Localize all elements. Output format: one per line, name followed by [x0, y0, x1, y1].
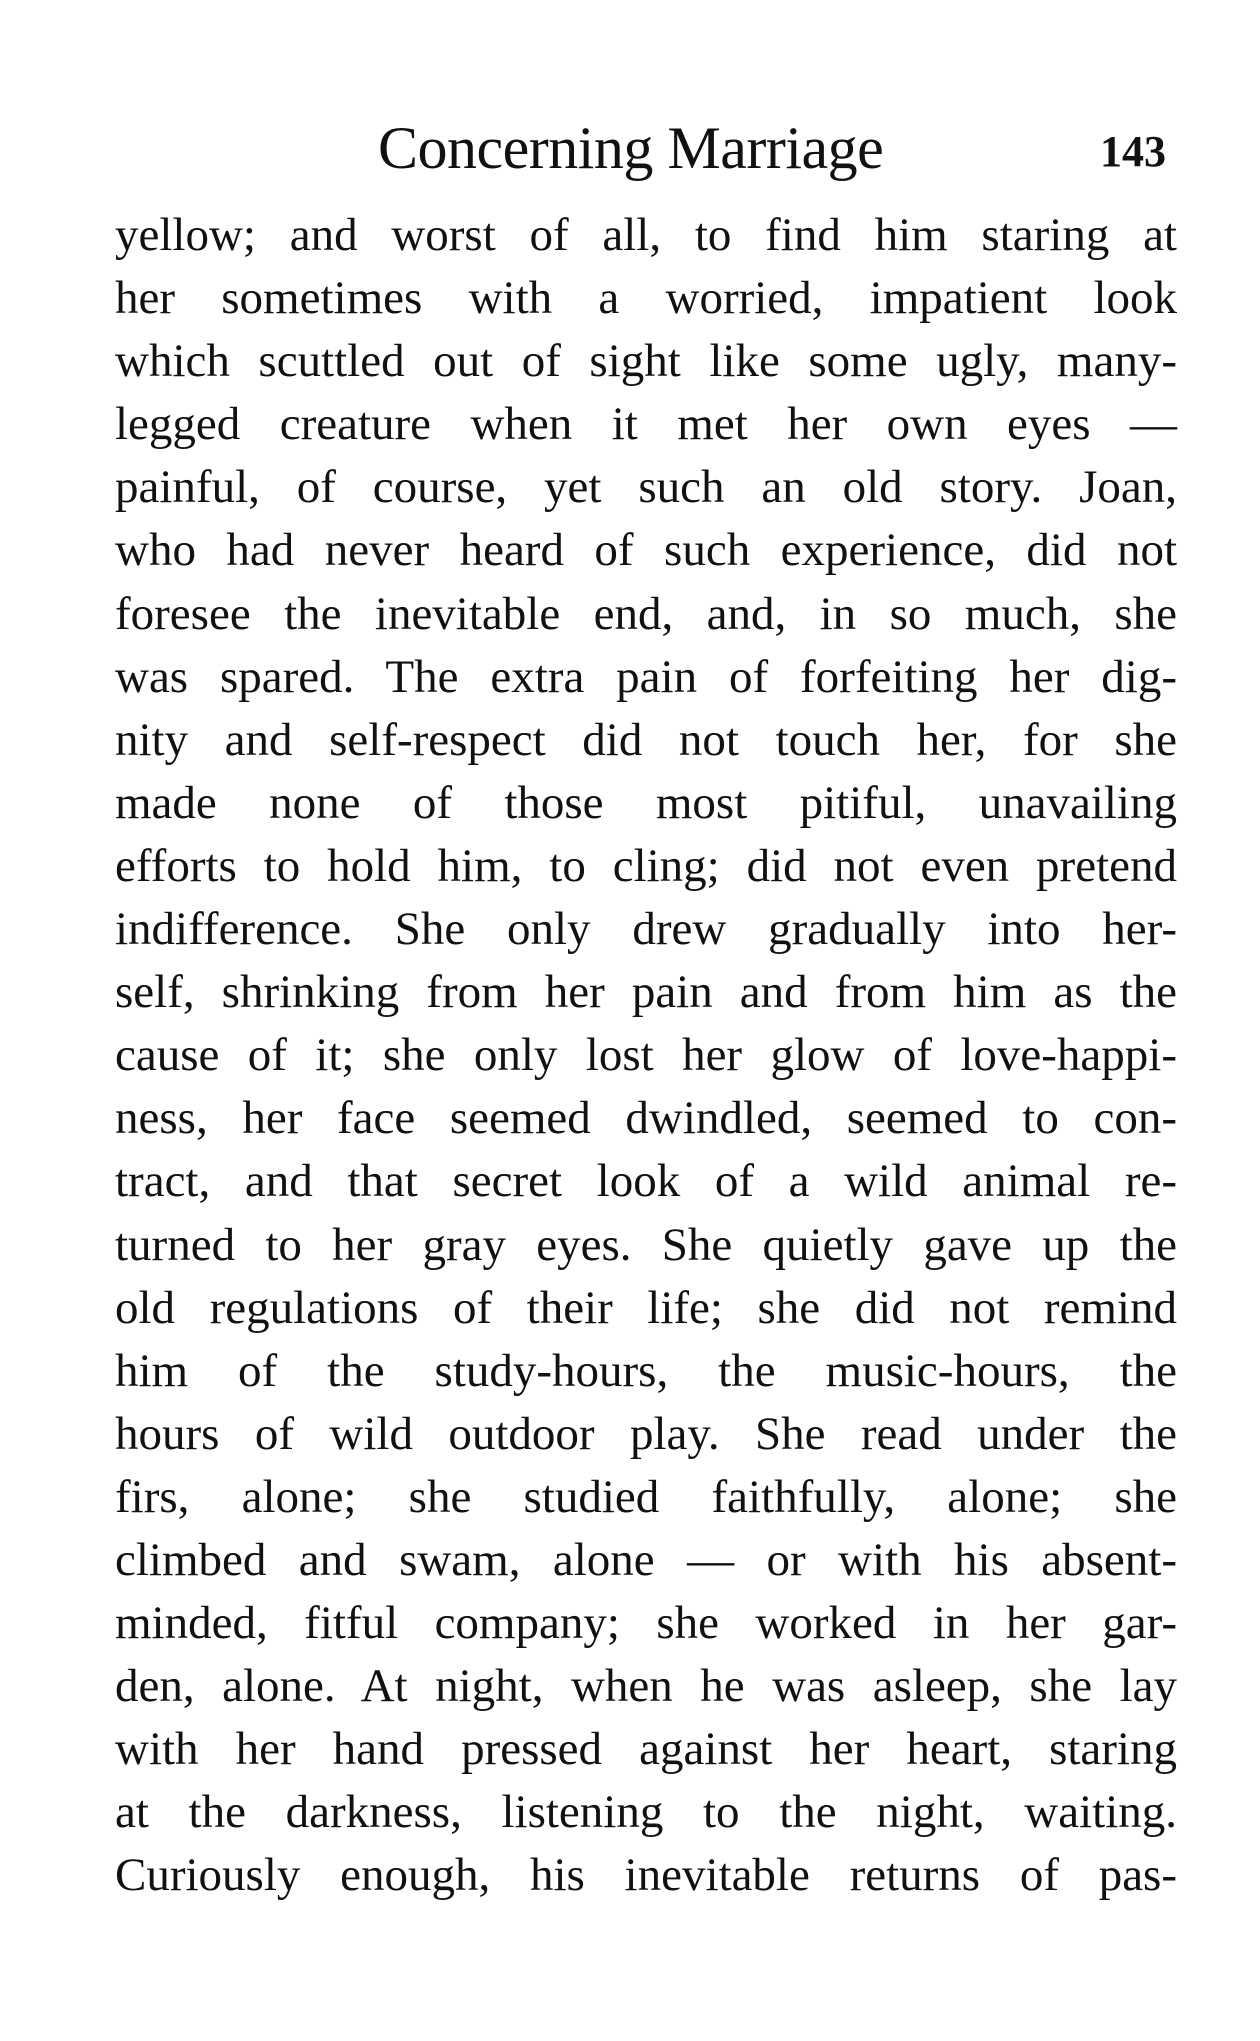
text-line: den, alone. At night, when he was asleep, she lay — [115, 1660, 1177, 1713]
body-text — [115, 204, 1177, 1908]
text-line: firs, alone; she studied faithfully, alone; she — [115, 1470, 1177, 1523]
text-line: with her hand pressed against her heart, staring — [115, 1723, 1177, 1776]
text-line: nity and self-respect did not touch her, for she — [115, 713, 1177, 766]
text-line: cause of it; she only lost her glow of love-happi- — [115, 1029, 1177, 1082]
text-line: which scuttled out of sight like some ugly, many- — [115, 335, 1177, 388]
running-title: Concerning Marriage — [378, 115, 884, 181]
text-line: was spared. The extra pain of forfeiting her dig- — [115, 650, 1177, 703]
running-head — [0, 108, 1260, 188]
text-line: indifference. She only drew gradually into her- — [115, 903, 1177, 956]
text-line: at the darkness, listening to the night, waiting. — [115, 1786, 1177, 1839]
text-line: climbed and swam, alone — or with his absent- — [115, 1533, 1177, 1586]
page-number: 143 — [1100, 127, 1166, 176]
text-line: her sometimes with a worried, impatient look — [115, 272, 1177, 325]
text-line: foresee the inevitable end, and, in so much, she — [115, 587, 1177, 640]
text-line: hours of wild outdoor play. She read under the — [115, 1407, 1177, 1460]
text-line: ness, her face seemed dwindled, seemed to con- — [115, 1092, 1177, 1145]
text-line: old regulations of their life; she did not remind — [115, 1281, 1177, 1334]
text-line: efforts to hold him, to cling; did not even pretend — [115, 839, 1177, 892]
text-line: self, shrinking from her pain and from him as the — [115, 966, 1177, 1019]
text-line: him of the study-hours, the music-hours, the — [115, 1344, 1177, 1397]
text-line: legged creature when it met her own eyes — — [115, 398, 1177, 451]
text-line: minded, fitful company; she worked in her gar- — [115, 1597, 1177, 1650]
text-line: yellow; and worst of all, to find him staring at — [115, 209, 1177, 261]
text-line: who had never heard of such experience, did not — [115, 524, 1177, 577]
text-line: Curiously enough, his inevitable returns of pas- — [115, 1849, 1177, 1902]
text-line: painful, of course, yet such an old story. Joan, — [115, 461, 1177, 514]
text-line: tract, and that secret look of a wild animal re- — [115, 1155, 1177, 1208]
text-line: turned to her gray eyes. She quietly gave up the — [115, 1218, 1177, 1271]
text-line: made none of those most pitiful, unavailing — [115, 776, 1177, 829]
